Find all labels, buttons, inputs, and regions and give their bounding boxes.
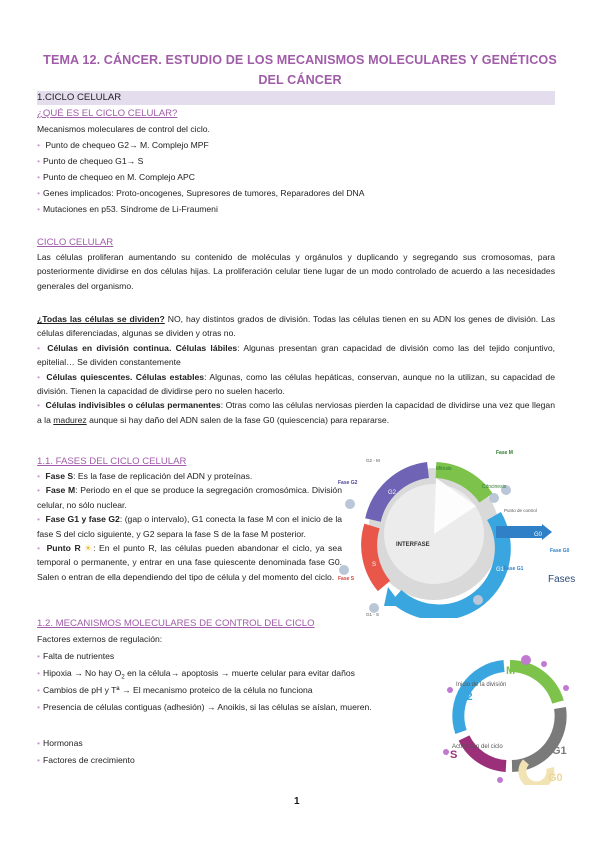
ring-label-g2: G2 <box>458 691 473 703</box>
fases-text: • Fase S: Es la fase de replicación del ADN y proteínas. • Fase M: Periodo en el que se produce la segregación cromosómica. División celular, no sólo nuclear. • Fase G1 y fase G2: (gap o intervalo), G1 conecta la fase M con el inicio de la fase S del ciclo siguiente, y G2 separa la fase S de la fase M posterior. • Punto R ☀: En el punto R, las células pueden abandonar el ciclo, ya sea temporal o permanente, y entrar en una fase quiescente denominada fase G0. Salen o entran de ella dependiendo del tipo de célula y del momento del ciclo. <box>37 471 343 582</box>
factores-intro: Factores externos de regulación: <box>37 634 163 644</box>
punto-control-label: Punto de control <box>504 508 537 513</box>
fase-s-label: Fase S <box>338 576 355 582</box>
interfase-label: INTERFASE <box>396 542 430 548</box>
list-item: • Factores de crecimiento <box>37 755 135 765</box>
control-cycle-diagram <box>440 650 580 785</box>
list-item: • Punto de chequeo en M. Complejo APC <box>37 172 195 182</box>
ring-label-g0: G0 <box>548 772 563 784</box>
g1-label: G1 <box>496 567 505 573</box>
citocinesis-label: Citocinesis <box>482 484 507 490</box>
cell-cycle-diagram <box>336 446 588 618</box>
cell-dot <box>497 777 503 783</box>
cell-icon <box>339 565 349 575</box>
g2-label: G2 <box>388 490 397 496</box>
title-line-1: TEMA 12. CÁNCER. ESTUDIO DE LOS MECANISMOS MOLECULARES Y GENÉTICOS <box>43 53 557 67</box>
mitosis-label: Mitosis <box>436 466 452 472</box>
ring-g1 <box>512 708 561 766</box>
activacion-ciclo-label: Activación del ciclo <box>452 744 503 750</box>
ring-label-g1: G1 <box>552 745 567 757</box>
list-item: • Mutaciones en p53. Síndrome de Li-Fraumeni <box>37 204 218 214</box>
m-label: M <box>448 490 453 496</box>
list-item: • Punto de chequeo G2→ M. Complejo MPF <box>37 140 209 150</box>
subheading-mecanismos: 1.2. MECANISMOS MOLECULARES DE CONTROL DEL CICLO <box>37 618 315 629</box>
list-item: • Genes implicados: Proto-oncogenes, Supresores de tumores, Reparadores del DNA <box>37 188 365 198</box>
list-item: • Presencia de células contiguas (adhesión) → Anoikis, si las células se aíslan, mueren. <box>37 702 372 712</box>
list-item: • Punto de chequeo G1→ S <box>37 156 144 166</box>
page-number: 1 <box>294 796 300 807</box>
title-line-2: DEL CÁNCER <box>258 73 342 87</box>
cell-dot <box>443 749 449 755</box>
list-item: • Hipoxia → No hay $O_2$ en la célula→ apoptosis → muerte celular para evitar daños <box>37 668 355 681</box>
fases-caption: Fases <box>548 574 576 585</box>
page-title <box>30 50 570 90</box>
s-label: S <box>372 562 377 568</box>
list-item: • Falta de nutrientes <box>37 651 115 661</box>
list-item: • Hormonas <box>37 738 83 748</box>
fase-g1-label: Fase G1 <box>504 566 524 572</box>
ciclo-paragraph: Las células proliferan aumentando su contenido de moléculas y orgánulos y duplicando y segregando sus cromosomas, para posteriormente dividirse en dos células hijas. La proliferación celular tiene lugar de un modo controlado de acuerdo a las necesidades generales del organismo. <box>37 252 555 291</box>
ring-s <box>464 738 506 766</box>
cell-dot <box>521 655 531 665</box>
ring-label-m: M <box>506 665 516 677</box>
fase-g2-label: Fase G2 <box>338 480 358 486</box>
section-title: 1.CICLO CELULAR <box>37 92 122 103</box>
cell-dot <box>447 687 453 693</box>
cell-dot <box>541 661 547 667</box>
g0-arrowhead <box>542 524 552 540</box>
subheading-fases: 1.1. FASES DEL CICLO CELULAR <box>37 456 187 467</box>
division-section: ¿Todas las células se dividen? NO, hay distintos grados de división. Todas las células tienen en su ADN los genes de división. Las células diferenciadas, algunas se dividen y otras no. • Células en división continua. Células lábiles: Algunas presentan gran capacidad de división como las del tejido conjuntivo, epitelial… Se dividen constantemente • Células quiescentes. Células estables: Algunas, como las células hepáticas, conservan, aunque no la utilizan, su capacidad de división. Tienen la capacidad de dividirse pero no suelen hacerlo. • Células indivisibles o células permanentes: Otras como las células nerviosas pierden la capacidad de dividirse una vez que llegan a la madurez aunque si hay daño del ADN salen de la fase G0 (quiescencia) para repararse. <box>37 314 555 425</box>
subheading-que-es: ¿QUÉ ES EL CICLO CELULAR? <box>37 108 178 119</box>
g0-label: G0 <box>534 532 543 538</box>
g2m-label: G2 - M <box>366 458 380 463</box>
ring-label-s: S <box>450 749 458 761</box>
division-question: ¿Todas las células se dividen? <box>37 314 165 324</box>
cell-icon <box>489 493 499 503</box>
fase-m-label: Fase M <box>496 450 513 456</box>
cell-icon <box>473 595 483 605</box>
subheading-ciclo: CICLO CELULAR <box>37 237 114 248</box>
g1s-label: G1 - S <box>366 612 380 617</box>
intro-text: Mecanismos moleculares de control del ciclo. <box>37 124 210 134</box>
inicio-division-label: Inicio de la división <box>456 682 507 688</box>
ring-m <box>510 666 558 702</box>
fase-g0-label: Fase G0 <box>550 548 570 554</box>
cell-icon <box>345 499 355 509</box>
cell-dot <box>563 685 569 691</box>
list-item: • Cambios de pH y Tª → El mecanismo proteico de la célula no funciona <box>37 685 313 695</box>
